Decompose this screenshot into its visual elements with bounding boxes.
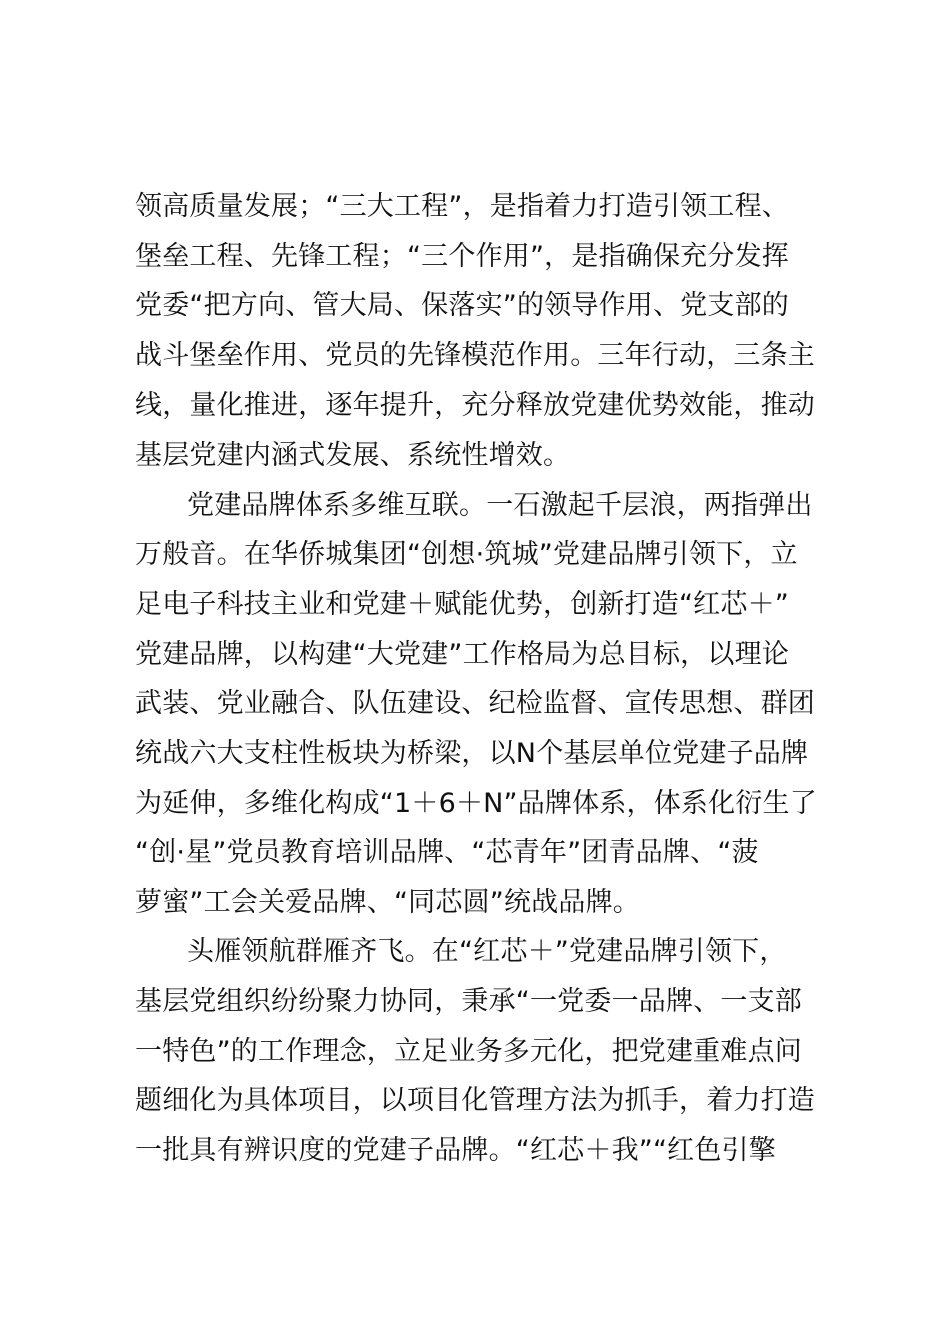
text-line: 统战六大支柱性板块为桥梁，以N个基层单位党建子品牌 — [135, 738, 809, 769]
text-line: 堡垒工程、先锋工程；“三个作用”，是指确保充分发挥 — [135, 241, 789, 272]
text-line: 萝蜜”工会关爱品牌、“同芯圆”统战品牌。 — [135, 887, 640, 918]
text-line: 战斗堡垒作用、党员的先锋模范作用。三年行动，三条主 — [135, 340, 815, 371]
text-line: 基层党建内涵式发展、系统性增效。 — [135, 440, 571, 471]
text-line: 一特色”的工作理念，立足业务多元化，把党建重难点问 — [135, 1036, 802, 1067]
text-line: 党建品牌，以构建“大党建”工作格局为总目标，以理论 — [135, 639, 789, 670]
text-line: 一批具有辨识度的党建子品牌。“红芯＋我”“红色引擎 — [135, 1135, 776, 1166]
paragraph-heading: 头雁领航群雁齐飞。在“红芯＋”党建品牌引领下， — [187, 936, 787, 967]
text-line: 基层党组织纷纷聚力协同，秉承“一党委一品牌、一支部 — [135, 986, 802, 1017]
text-line: 武装、党业融合、队伍建设、纪检监督、宣传思想、群团 — [135, 688, 815, 719]
text-line: 万般音。在华侨城集团“创想·筑城”党建品牌引领下，立 — [135, 539, 798, 570]
text-line: 为延伸，多维化构成“1＋6＋N”品牌体系，体系化衍生了 — [135, 788, 817, 819]
text-line: 足电子科技主业和党建＋赋能优势，创新打造“红芯＋” — [135, 589, 789, 620]
text-line: 领高质量发展；“三大工程”，是指着力打造引领工程、 — [135, 191, 789, 222]
text-line: “创·星”党员教育培训品牌、“芯青年”团青品牌、“菠 — [135, 837, 759, 868]
text-line: 党委“把方向、管大局、保落实”的领导作用、党支部的 — [135, 290, 789, 321]
text-line: 线，量化推进，逐年提升，充分释放党建优势效能，推动 — [135, 390, 815, 421]
text-line: 题细化为具体项目，以项目化管理方法为抓手，着力打造 — [135, 1085, 815, 1116]
paragraph-heading: 党建品牌体系多维互联。一石激起千层浪，两指弹出 — [187, 490, 813, 521]
